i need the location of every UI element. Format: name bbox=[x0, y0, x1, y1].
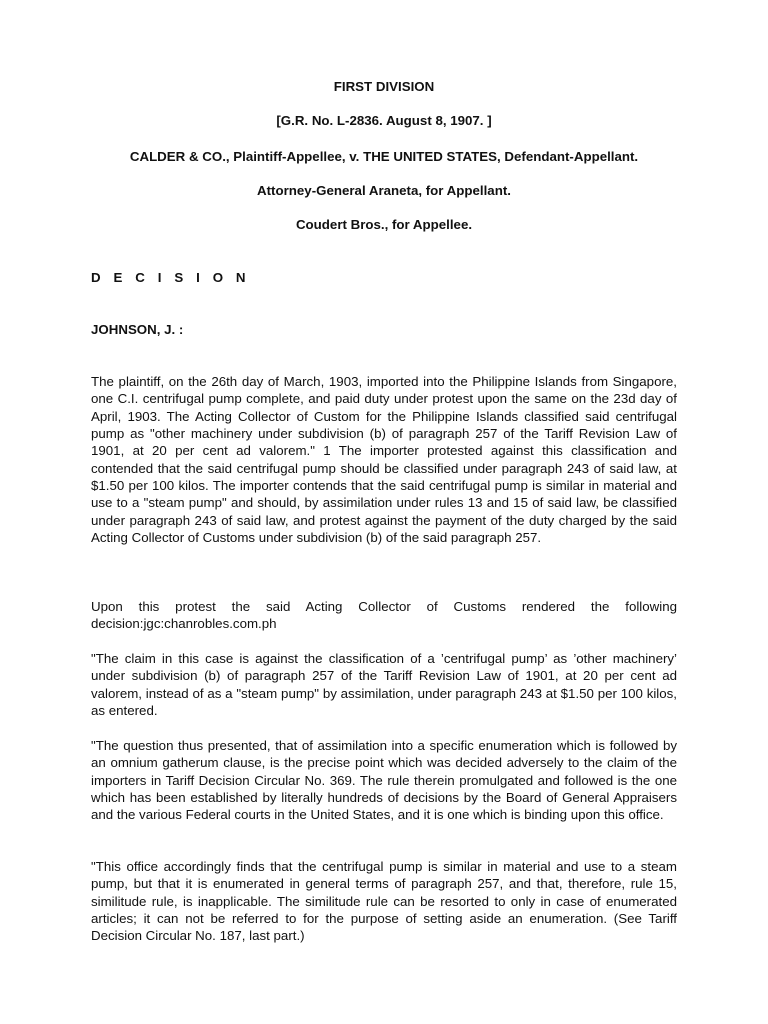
judge-name: JOHNSON, J. : bbox=[91, 322, 184, 337]
paragraph-2: Upon this protest the said Acting Collector of Customs rendered the following decision:jgc:chanrobles.com.ph bbox=[91, 599, 677, 632]
paragraph-3: "The claim in this case is against the classification of a ’centrifugal pump’ as ’other machinery’ under subdivision (b) of paragraph 257 of the Tariff Revision Law of 1901, at 20 per cent ad valorem, instead of as a "steam pump" by assimilation, under paragraph 243 at $1.50 per 100 kilos, as entered. bbox=[91, 651, 677, 719]
paragraph-5: "This office accordingly finds that the centrifugal pump is similar in material and use to a steam pump, but that it is enumerated in general terms of paragraph 257, and that, therefore, rule 15, similitude rule, is inapplicable. The similitude rule can be resorted to only in case of enumerated articles; it can not be referred to for the purpose of setting aside an enumeration. (See Tariff Decision Circular No. 187, last part.) bbox=[91, 859, 677, 944]
division-heading: FIRST DIVISION bbox=[333, 79, 435, 94]
counsel-appellee: Coudert Bros., for Appellee. bbox=[295, 217, 473, 232]
case-number: [G.R. No. L-2836. August 8, 1907. ] bbox=[276, 113, 492, 128]
counsel-appellant: Attorney-General Araneta, for Appellant. bbox=[257, 183, 511, 198]
paragraph-1: The plaintiff, on the 26th day of March, 1903, imported into the Philippine Islands from Singapore, one C.I. centrifugal pump complete, and paid duty under protest upon the same on the 23d day of April, 1903. The Acting Collector of Custom for the Philippine Islands classified said centrifugal pump as "other machinery under subdivision (b) of paragraph 257 of the Tariff Revision Law of 1901, at 20 per cent ad valorem." 1 The importer protested against this classification and contended that the said centrifugal pump should be classified under paragraph 243 of said law, at $1.50 per 100 kilos. The importer contends that the said centrifugal pump is similar in material and use to a "steam pump" and should, by assimilation under rules 13 and 15 of said law, be classified under paragraph 243 of said law, and protest against the payment of the duty charged by the said Acting Collector of Customs under subdivision (b) of the said paragraph 257. bbox=[91, 374, 677, 546]
case-parties: CALDER & CO., Plaintiff-Appellee, v. THE UNITED STATES, Defendant-Appellant. bbox=[129, 149, 639, 164]
paragraph-4: "The question thus presented, that of assimilation into a specific enumeration which is followed by an omnium gatherum clause, is the precise point which was decided adversely to the claim of the importers in Tariff Decision Circular No. 369. The rule therein promulgated and followed is the one which has been established by literally hundreds of decisions by the Board of General Appraisers and the various Federal courts in the United States, and it is one which is binding upon this office. bbox=[91, 738, 677, 823]
decision-heading: D E C I S I O N bbox=[91, 270, 251, 285]
